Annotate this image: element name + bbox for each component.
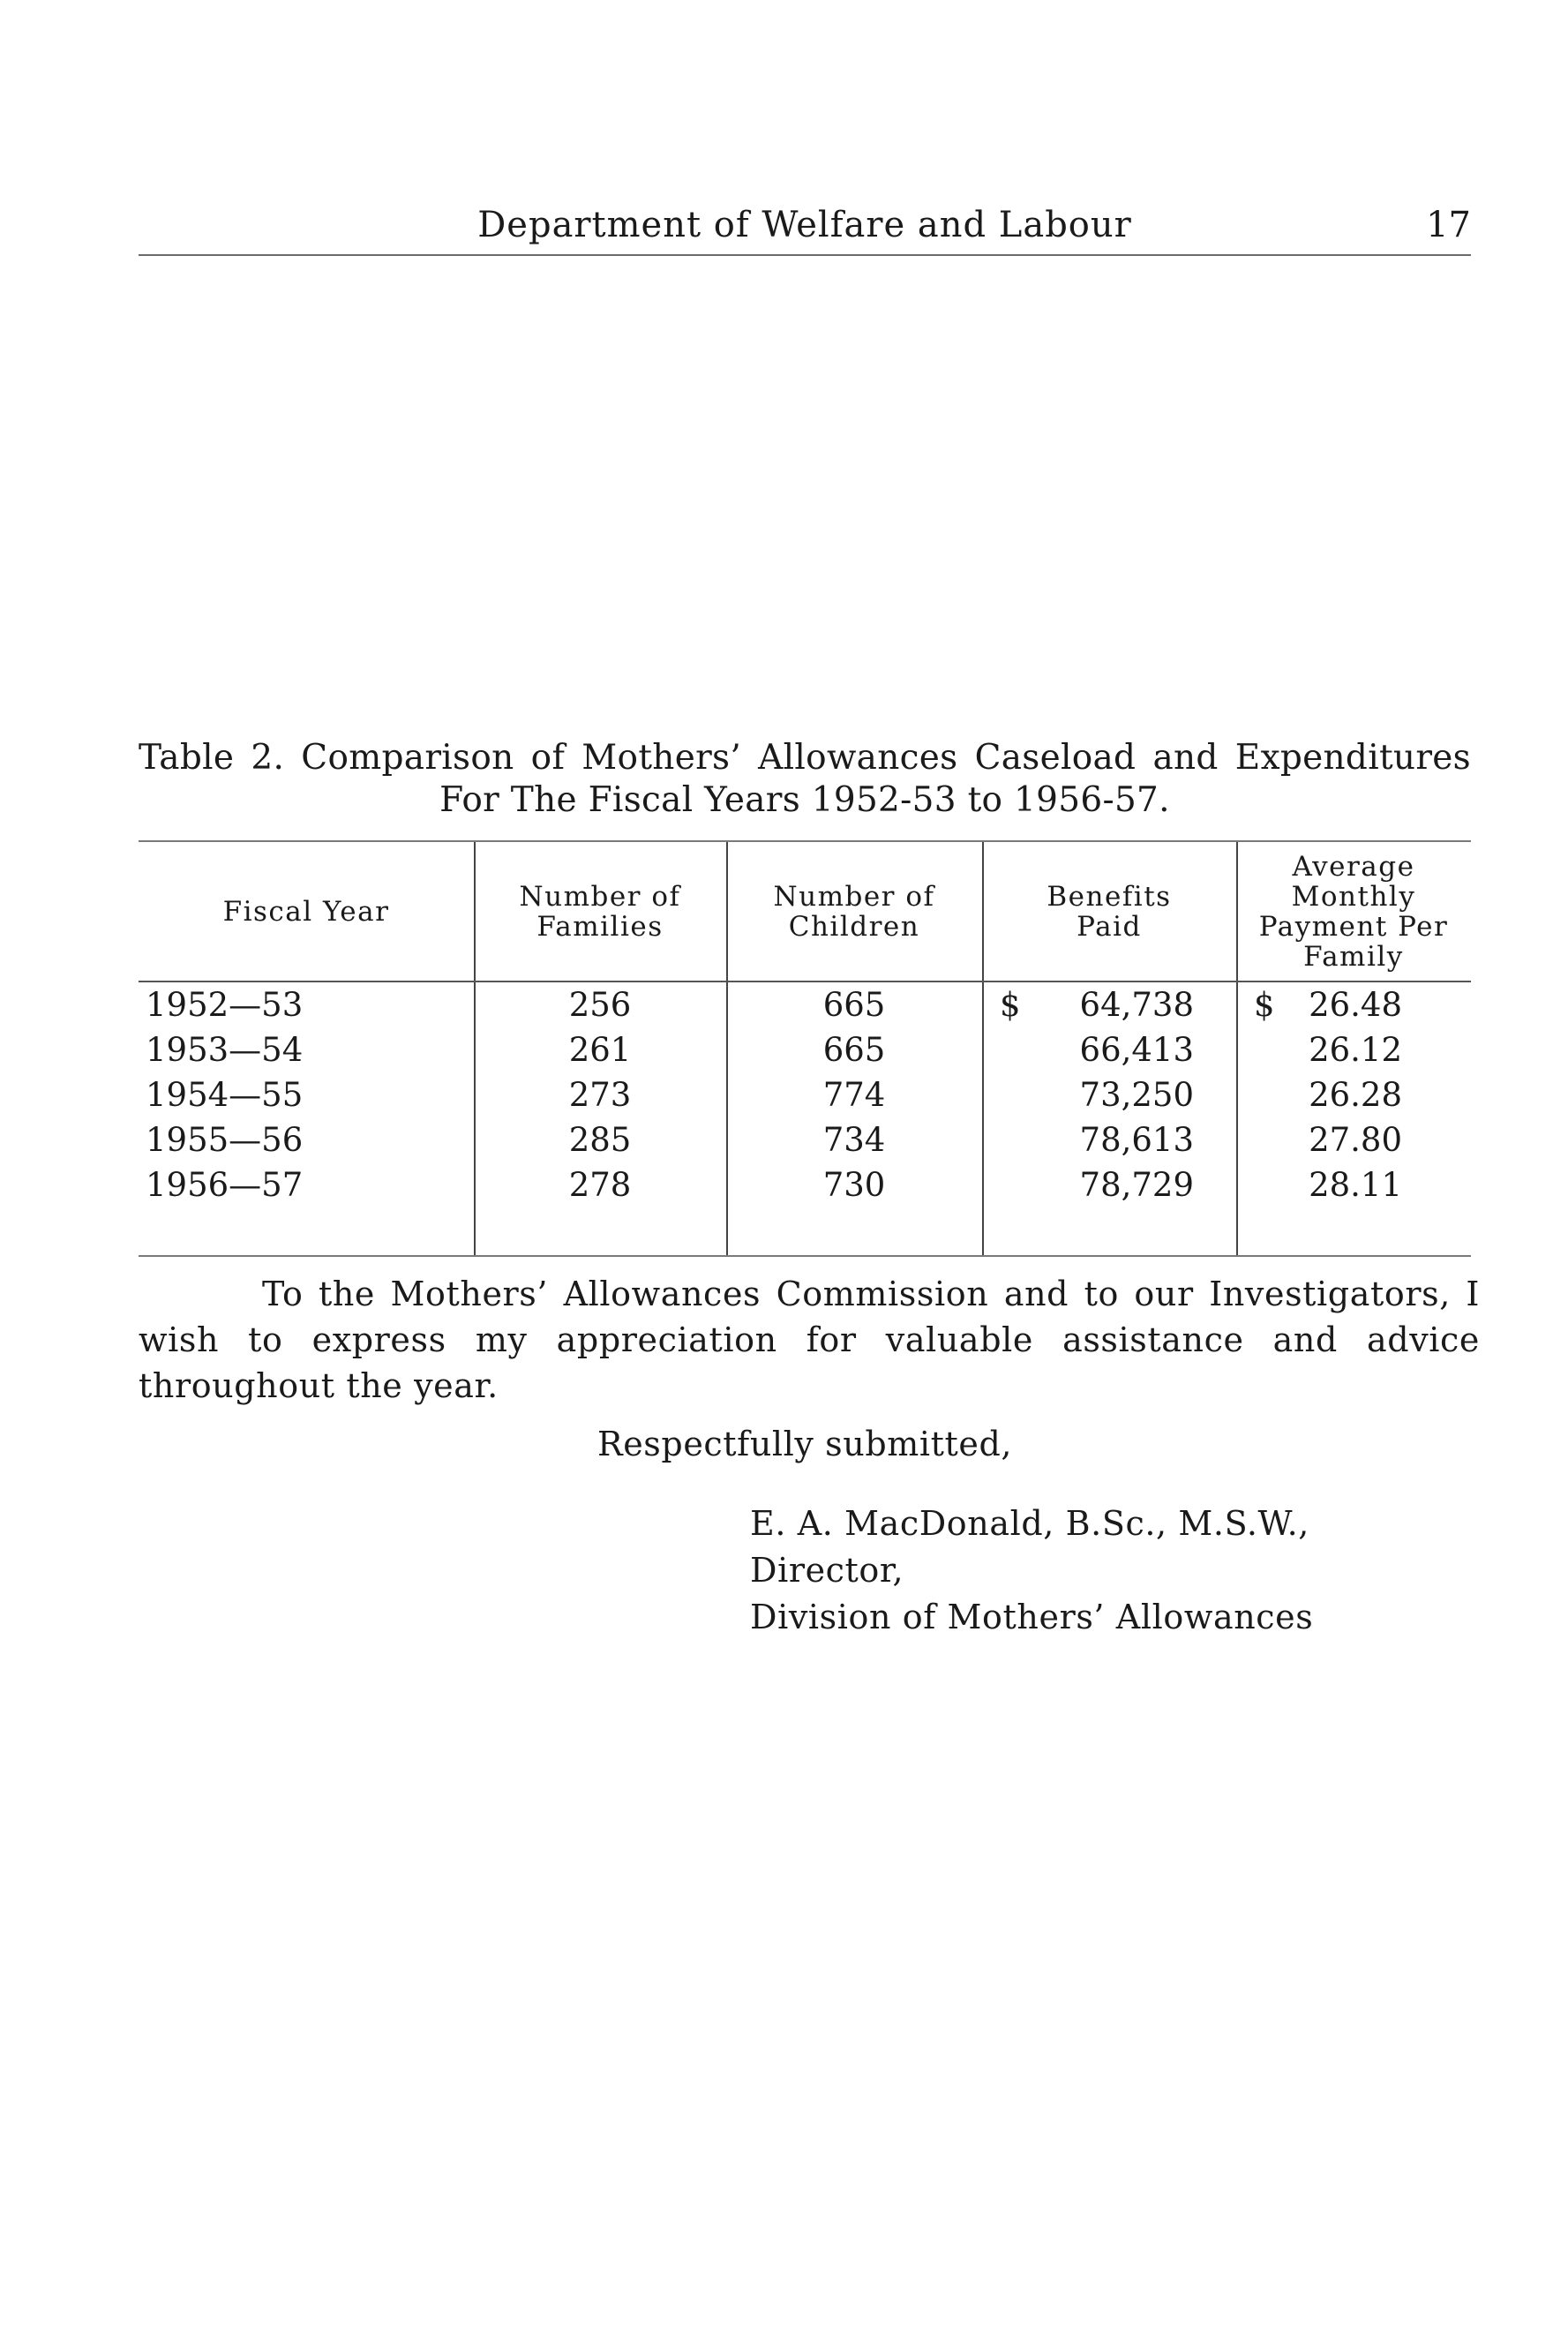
cell-families: 256 — [568, 986, 632, 1024]
header-benefits-label: Benefits Paid — [1047, 880, 1172, 943]
signatory-title: Director, — [750, 1551, 904, 1590]
table-row — [139, 1163, 1471, 1207]
cell-benefits — [982, 983, 1236, 1027]
header-fiscal-year-label: Fiscal Year — [222, 895, 390, 928]
cell-average-payment — [1236, 1073, 1471, 1117]
average-value: 28.11 — [1309, 1166, 1402, 1204]
header-fiscal-year — [139, 842, 474, 981]
cell-benefits — [982, 1163, 1236, 1207]
table-caption — [139, 737, 1471, 822]
cell-average-payment — [1236, 1028, 1471, 1072]
cell-benefits — [982, 1073, 1236, 1117]
table-row — [139, 1118, 1471, 1162]
acknowledgement-paragraph: To the Mothers’ Allowances Commission and to our Investigators, I wish to express my appreciation for valuable assistance and advice throughout the year. — [139, 1275, 1480, 1405]
header-rule — [139, 981, 1471, 982]
cell-children: 665 — [822, 1031, 886, 1069]
header-average-payment — [1236, 842, 1471, 981]
sign-off: Respectfully submitted, — [597, 1425, 1013, 1463]
header-families-label: Number of Families — [519, 880, 681, 943]
cell-fiscal-year: 1953—54 — [146, 1031, 304, 1069]
header-children — [726, 842, 982, 981]
allowances-table — [139, 840, 1471, 1257]
cell-children: 734 — [822, 1121, 886, 1159]
header-children-label: Number of Children — [773, 880, 935, 943]
table-row — [139, 1028, 1471, 1072]
currency-symbol: $ — [1000, 986, 1021, 1024]
table-caption-line-2: For The Fiscal Years 1952-53 to 1956-57. — [439, 780, 1170, 820]
benefits-value: 78,729 — [1079, 1166, 1194, 1204]
running-head — [139, 201, 1471, 256]
cell-children: 774 — [822, 1076, 886, 1114]
running-head-title: Department of Welfare and Labour — [477, 205, 1132, 245]
table-row — [139, 1073, 1471, 1117]
average-value: 26.28 — [1309, 1076, 1402, 1114]
cell-benefits — [982, 1028, 1236, 1072]
cell-fiscal-year: 1952—53 — [146, 986, 304, 1024]
average-value: 26.12 — [1309, 1031, 1402, 1069]
cell-families: 285 — [568, 1121, 632, 1159]
cell-families: 273 — [568, 1076, 632, 1114]
average-value: 26.48 — [1309, 986, 1402, 1024]
signatory-division: Division of Mothers’ Allowances — [750, 1598, 1314, 1636]
cell-fiscal-year: 1955—56 — [146, 1121, 304, 1159]
average-value: 27.80 — [1309, 1121, 1402, 1159]
cell-families: 261 — [568, 1031, 632, 1069]
header-benefits — [982, 842, 1236, 981]
page-number: 17 — [1426, 205, 1471, 245]
closing-text — [139, 1271, 1480, 1467]
currency-symbol: $ — [1254, 986, 1275, 1024]
benefits-value: 73,250 — [1079, 1076, 1194, 1114]
benefits-value: 66,413 — [1079, 1031, 1194, 1069]
header-families — [474, 842, 726, 981]
cell-fiscal-year: 1956—57 — [146, 1166, 304, 1204]
table-row — [139, 983, 1471, 1027]
cell-fiscal-year: 1954—55 — [146, 1076, 304, 1114]
cell-average-payment — [1236, 983, 1471, 1027]
cell-benefits — [982, 1118, 1236, 1162]
cell-families: 278 — [568, 1166, 632, 1204]
cell-average-payment — [1236, 1118, 1471, 1162]
table-caption-line-1: Table 2. Comparison of Mothers’ Allowances Caseload and Expenditures — [139, 738, 1471, 778]
benefits-value: 78,613 — [1079, 1121, 1194, 1159]
signatory-name: E. A. MacDonald, B.Sc., M.S.W., — [750, 1504, 1309, 1543]
cell-average-payment — [1236, 1163, 1471, 1207]
cell-children: 730 — [822, 1166, 886, 1204]
benefits-value: 64,738 — [1079, 986, 1194, 1024]
header-average-payment-label: Average Monthly Payment Per Family — [1258, 850, 1449, 973]
cell-children: 665 — [822, 986, 886, 1024]
signature-block — [750, 1500, 1313, 1641]
